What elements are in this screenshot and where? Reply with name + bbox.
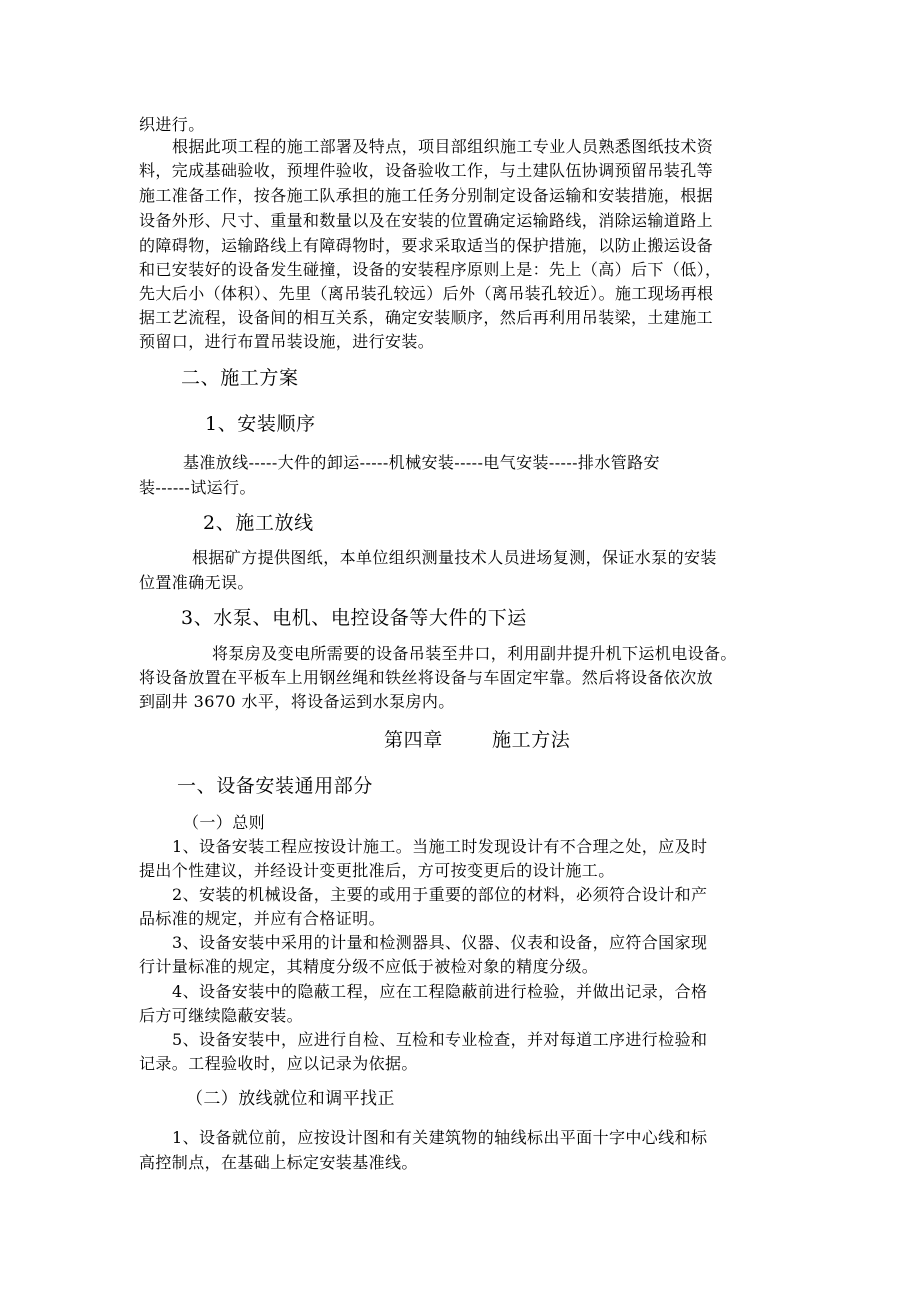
paragraph-line: 将泵房及变电所需要的设备吊装至井口，利用副井提升机下运机电设备。 bbox=[212, 644, 737, 663]
paragraph-line: 高控制点，在基础上标定安装基准线。 bbox=[139, 1153, 418, 1172]
paragraph-line: 提出个性建议，并经设计变更批准后，方可按变更后的设计施工。 bbox=[139, 861, 615, 880]
paragraph-line: 2、安装的机械设备，主要的或用于重要的部位的材料，必须符合设计和产 bbox=[172, 885, 708, 904]
paragraph-line: 品标准的规定，并应有合格证明。 bbox=[139, 909, 386, 928]
paragraph-line: 后方可继续隐蔽安装。 bbox=[139, 1006, 304, 1025]
paragraph-line: 1、设备安装工程应按设计施工。当施工时发现设计有不合理之处，应及时 bbox=[172, 837, 708, 856]
paragraph-line: 设备外形、尺寸、重量和数量以及在安装的位置确定运输路线，消除运输道路上 bbox=[139, 211, 714, 230]
paragraph-line: 先大后小（体积）、先里（离吊装孔较远）后外（离吊装孔较近）。施工现场再根 bbox=[139, 284, 714, 303]
paragraph-line: 到副井 3670 水平，将设备运到水泵房内。 bbox=[139, 692, 455, 711]
paragraph-line: 记录。工程验收时，应以记录为依据。 bbox=[139, 1054, 418, 1073]
section-heading: 二、施工方案 bbox=[181, 367, 299, 389]
chapter-number: 第四章 bbox=[384, 729, 443, 751]
paragraph-line: 基准放线-----大件的卸运-----机械安装-----电气安装-----排水管路安 bbox=[183, 453, 660, 472]
paragraph-line: 4、设备安装中的隐蔽工程，应在工程隐蔽前进行检验，并做出记录，合格 bbox=[172, 982, 708, 1001]
subsection-heading: 1、安装顺序 bbox=[205, 413, 316, 435]
paragraph-line: 织进行。 bbox=[139, 115, 205, 134]
paragraph-line: 根据矿方提供图纸，本单位组织测量技术人员进场复测，保证水泵的安装 bbox=[192, 548, 717, 567]
part-heading: （二）放线就位和调平找正 bbox=[186, 1089, 395, 1109]
paragraph-line: 和已安装好的设备发生碰撞，设备的安装程序原则上是：先上（高）后下（低）， bbox=[139, 260, 722, 279]
chapter-title: 施工方法 bbox=[492, 729, 571, 751]
paragraph-line: 行计量标准的规定，其精度分级不应低于被检对象的精度分级。 bbox=[139, 957, 599, 976]
paragraph-line: 料，完成基础验收，预埋件验收，设备验收工作，与土建队伍协调预留吊装孔等 bbox=[139, 161, 714, 180]
section-heading: 一、设备安装通用部分 bbox=[177, 775, 374, 797]
paragraph-line: 位置准确无误。 bbox=[139, 573, 254, 592]
paragraph-line: 的障碍物，运输路线上有障碍物时，要求采取适当的保护措施，以防止搬运设备 bbox=[139, 236, 714, 255]
part-heading: （一）总则 bbox=[183, 813, 266, 832]
paragraph-line: 1、设备就位前，应按设计图和有关建筑物的轴线标出平面十字中心线和标 bbox=[172, 1128, 708, 1147]
paragraph-line: 根据此项工程的施工部署及特点，项目部组织施工专业人员熟悉图纸技术资 bbox=[172, 137, 714, 156]
paragraph-line: 3、设备安装中采用的计量和检测器具、仪器、仪表和设备，应符合国家现 bbox=[172, 933, 708, 952]
paragraph-line: 据工艺流程，设备间的相互关系，确定安装顺序，然后再利用吊装梁，土建施工 bbox=[139, 308, 714, 327]
paragraph-line: 装------试运行。 bbox=[139, 478, 256, 497]
paragraph-line: 5、设备安装中，应进行自检、互检和专业检查，并对每道工序进行检验和 bbox=[172, 1030, 708, 1049]
subsection-heading: 3、水泵、电机、电控设备等大件的下运 bbox=[181, 607, 527, 629]
paragraph-line: 将设备放置在平板车上用钢丝绳和铁丝将设备与车固定牢靠。然后将设备依次放 bbox=[139, 668, 714, 687]
paragraph-line: 施工准备工作，按各施工队承担的施工任务分别制定设备运输和安装措施，根据 bbox=[139, 186, 714, 205]
subsection-heading: 2、施工放线 bbox=[203, 512, 314, 534]
paragraph-line: 预留口，进行布置吊装设施，进行安装。 bbox=[139, 332, 435, 351]
